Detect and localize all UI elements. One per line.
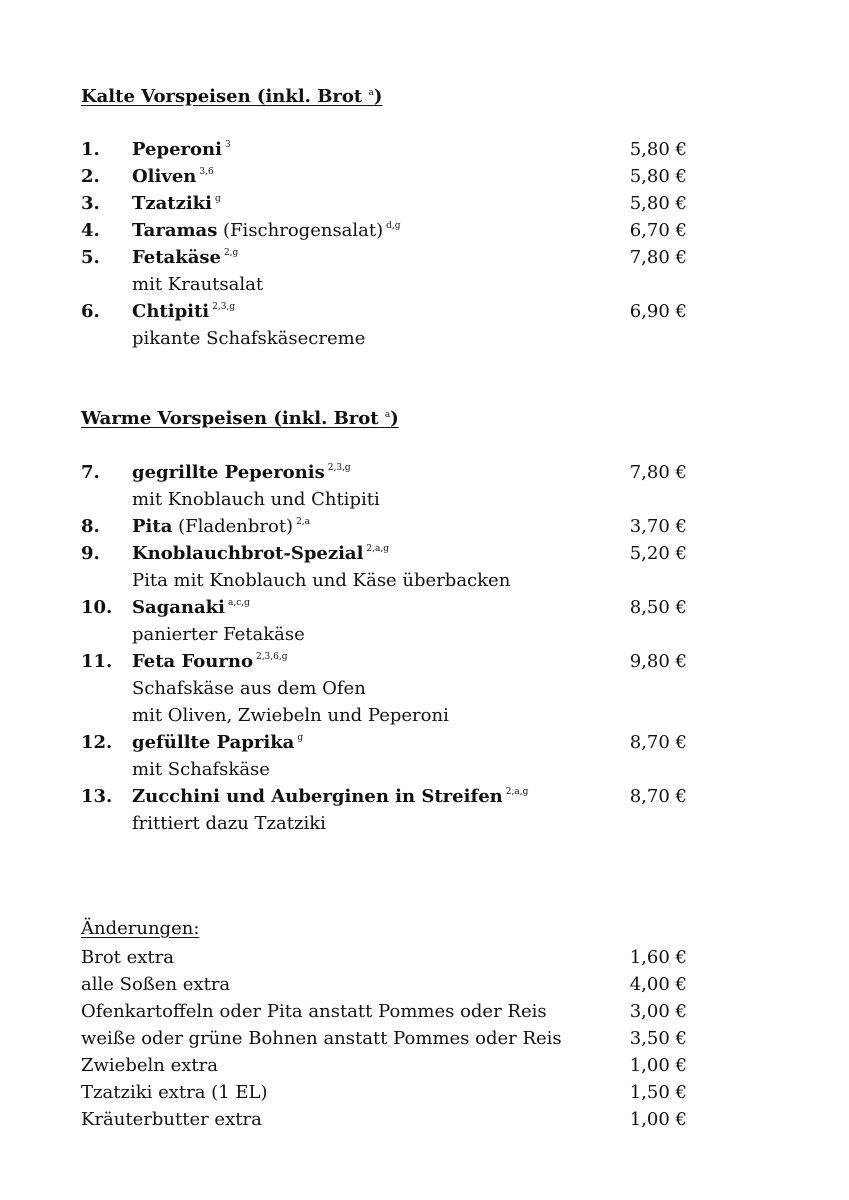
item-allergens: g: [297, 733, 304, 743]
warm-section-title: Warme Vorspeisen (inkl. Brot $^a$): [81, 408, 399, 429]
menu-item: [81, 136, 687, 163]
change-row: [81, 1052, 687, 1079]
item-title: Fetakäse: [132, 247, 221, 268]
item-title: Knoblauchbrot-Spezial: [132, 543, 364, 564]
item-title: Tzatziki: [132, 193, 212, 214]
item-title: Chtipiti: [132, 301, 210, 322]
change-price: 4,00 €: [629, 974, 687, 995]
item-number: 1.: [81, 139, 100, 160]
changes-title: Änderungen:: [81, 918, 200, 939]
item-description: Schafskäse aus dem Ofen: [132, 678, 366, 699]
item-allergens: 2,a,g: [366, 544, 389, 554]
item-number: 2.: [81, 166, 100, 187]
item-title: Saganaki: [132, 597, 225, 618]
item-note: (Fischrogensalat): [217, 220, 384, 241]
item-allergens: 2,3,g: [327, 463, 351, 473]
item-title: gefüllte Paprika: [132, 732, 295, 753]
item-name: [132, 594, 250, 621]
menu-item: [81, 217, 687, 244]
item-number: 4.: [81, 220, 100, 241]
item-number: 8.: [81, 516, 100, 537]
change-label: Brot extra: [81, 947, 174, 968]
item-description: Pita mit Knoblauch und Käse überbacken: [132, 570, 511, 591]
item-name: [132, 244, 238, 271]
menu-item: [81, 190, 687, 217]
change-label: Zwiebeln extra: [81, 1055, 218, 1076]
item-name: [132, 298, 235, 325]
menu-item: [81, 459, 687, 486]
item-description: mit Knoblauch und Chtipiti: [132, 489, 380, 510]
menu-item: [81, 540, 687, 567]
menu-item: [81, 163, 687, 190]
item-price: 9,80 €: [629, 651, 687, 672]
item-allergens: 2,3,g: [212, 302, 236, 312]
item-allergens: 2,a: [296, 517, 311, 527]
item-name: [132, 783, 528, 810]
menu-item: [81, 594, 687, 621]
menu-item: [81, 298, 687, 325]
item-price: 6,90 €: [629, 301, 687, 322]
item-allergens: 3,6: [199, 167, 214, 177]
item-title: Taramas: [132, 220, 218, 241]
item-allergens: 3: [224, 140, 231, 150]
change-price: 3,00 €: [629, 1001, 687, 1022]
item-name: [132, 190, 221, 217]
item-price: 8,50 €: [629, 597, 687, 618]
menu-item: [81, 513, 687, 540]
change-label: alle Soßen extra: [81, 974, 231, 995]
item-description: mit Krautsalat: [132, 274, 264, 295]
menu-item: [81, 729, 687, 756]
change-price: 3,50 €: [629, 1028, 687, 1049]
item-title: gegrillte Peperonis: [132, 462, 325, 483]
item-title: Pita: [132, 516, 173, 537]
item-description: pikante Schafskäsecreme: [132, 328, 366, 349]
warm-title-footnote: a: [384, 410, 391, 420]
item-name: [132, 540, 389, 567]
change-price: 1,50 €: [629, 1082, 687, 1103]
change-label: Tzatziki extra (1 EL): [81, 1082, 268, 1103]
item-name: [132, 136, 231, 163]
item-price: 6,70 €: [629, 220, 687, 241]
item-title: Peperoni: [132, 139, 222, 160]
item-price: 5,80 €: [629, 193, 687, 214]
item-number: 11.: [81, 651, 113, 672]
item-title: Oliven: [132, 166, 197, 187]
item-price: 5,80 €: [629, 166, 687, 187]
item-allergens: g: [214, 194, 221, 204]
change-row: [81, 1106, 687, 1133]
item-name: [132, 513, 310, 540]
item-price: 3,70 €: [629, 516, 687, 537]
cold-section-title: Kalte Vorspeisen (inkl. Brot $^a$): [81, 86, 383, 107]
item-allergens: 2,g: [223, 248, 239, 258]
item-description: panierter Fetakäse: [132, 624, 305, 645]
item-price: 5,20 €: [629, 543, 687, 564]
change-label: Ofenkartoffeln oder Pita anstatt Pommes oder Reis: [81, 1001, 547, 1022]
change-row: [81, 998, 687, 1025]
item-price: 8,70 €: [629, 786, 687, 807]
change-row: [81, 971, 687, 998]
item-allergens: d,g: [386, 221, 401, 231]
cold-title-footnote: a: [368, 88, 374, 98]
item-allergens: a,c,g: [227, 598, 250, 608]
change-price: 1,00 €: [629, 1109, 687, 1130]
change-row: [81, 944, 687, 971]
item-name: [132, 729, 303, 756]
item-description: mit Schafskäse: [132, 759, 270, 780]
change-label: Kräuterbutter extra: [81, 1109, 262, 1130]
item-number: 9.: [81, 543, 100, 564]
item-price: 7,80 €: [629, 247, 687, 268]
item-number: 12.: [81, 732, 113, 753]
item-allergens: 2,3,6,g: [255, 652, 288, 662]
item-name: [132, 648, 288, 675]
item-number: 3.: [81, 193, 100, 214]
item-name: [132, 217, 401, 244]
item-number: 5.: [81, 247, 100, 268]
item-title: Zucchini und Auberginen in Streifen: [132, 786, 503, 807]
item-note: (Fladenbrot): [172, 516, 294, 537]
item-number: 13.: [81, 786, 113, 807]
item-description: mit Oliven, Zwiebeln und Peperoni: [132, 705, 449, 726]
item-name: [132, 459, 351, 486]
change-row: [81, 1079, 687, 1106]
item-number: 7.: [81, 462, 100, 483]
menu-item: [81, 244, 687, 271]
menu-item: [81, 648, 687, 675]
item-price: 8,70 €: [629, 732, 687, 753]
change-price: 1,00 €: [629, 1055, 687, 1076]
item-description: frittiert dazu Tzatziki: [132, 813, 326, 834]
item-price: 7,80 €: [629, 462, 687, 483]
item-price: 5,80 €: [629, 139, 687, 160]
item-number: 6.: [81, 301, 100, 322]
change-row: [81, 1025, 687, 1052]
item-allergens: 2,a,g: [505, 787, 529, 797]
item-number: 10.: [81, 597, 113, 618]
item-name: [132, 163, 214, 190]
change-price: 1,60 €: [629, 947, 687, 968]
item-title: Feta Fourno: [132, 651, 253, 672]
change-label: weiße oder grüne Bohnen anstatt Pommes oder Reis: [81, 1028, 562, 1049]
menu-item: [81, 783, 687, 810]
